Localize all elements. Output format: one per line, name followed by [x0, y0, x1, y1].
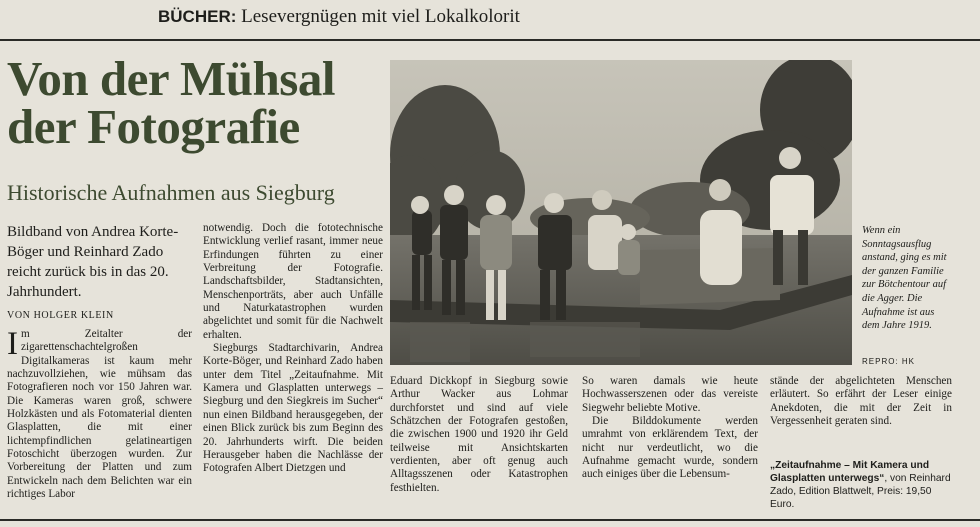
- byline: VON HOLGER KLEIN: [7, 310, 114, 321]
- subheadline: Historische Aufnahmen aus Siegburg: [7, 180, 335, 205]
- paragraph: So waren damals wie heute Hochwasserszenen oder das vereiste Siegwehr beliebte Motive.: [582, 375, 758, 414]
- lead-paragraph: Bildband von Andrea Korte-Böger und Reinhard Zado reicht zurück bis in das 20. Jahrhundert.: [7, 224, 179, 300]
- paragraph: notwendig. Doch die fototechnische Entwicklung verlief rasant, immer neue Erfindungen führten zu einer Verbreitung der Fotografie. Landschaftsbilder, Stadtansichten, Menschenporträts, aber auch Unfälle und Naturkatastrophen wurden abgelichtet und somit für die Nachwelt erhalten.: [203, 222, 383, 341]
- body-column-2: [203, 222, 383, 476]
- paragraph: [7, 328, 192, 501]
- headline-line-2: der Fotografie: [7, 99, 300, 154]
- paragraph: Siegburgs Stadtarchivarin, Andrea Korte-Böger, und Reinhard Zado haben unter dem Titel „Zeitaufnahme. Mit Kamera und Glasplatten unterwegs – Siegburg und den Siegkreis im Sucher“ nun einen Bildband herausgegeben, der einen Blick zurück bis zum Beginn des 20. Jahrhunderts wirft. Die beiden Herausgeber haben die Nachlässe der Fotografen Albert Dietzgen und: [203, 342, 383, 475]
- photo-illustration: [390, 60, 852, 365]
- bottom-rule: [0, 519, 980, 521]
- drop-cap: I: [7, 326, 18, 362]
- paragraph: Die Bilddokumente werden umrahmt von erklärendem Text, der nicht nur verdeutlicht, wo die Aufnahme gemacht wurde, sondern auch einiges über die Lebensum-: [582, 415, 758, 481]
- section-kicker: [158, 6, 758, 28]
- headline-line-1: Von der Mühsal: [7, 51, 335, 106]
- headline: [7, 51, 335, 154]
- photo-credit: REPRO: HK: [862, 357, 916, 366]
- top-rule: [0, 39, 980, 41]
- section-topic: Lesevergnügen mit viel Lokalkolorit: [241, 6, 520, 27]
- paragraph-text: m Zeitalter der zigarettenschachtelgroßen Digitalkameras ist kaum mehr nachzuvollziehen, wie mühsam das Fotografieren noch vor 150 Jahren war. Die Kameras waren groß, schwere Holzkästen und als Fotomaterial dienten Glasplatten, die mit einer lichtempfindlichen gelatineartigen Fotoschicht überzogen wurden. Zur Vorbereitung der Platten und zum Entwickeln nach dem Belichten war ein richtiges Labor: [7, 328, 192, 501]
- photo-caption: Wenn ein Sonntagsausflug anstand, ging es mit der ganzen Familie zur Bötchentour auf die Agger. Die Aufnahme ist aus dem Jahre 1919.: [862, 225, 947, 332]
- book-title: „Zeitaufnahme – Mit Kamera und Glasplatten unterwegs“: [770, 460, 930, 484]
- section-label: BÜCHER:: [158, 7, 237, 26]
- historic-family-boat-photo: [390, 60, 852, 365]
- body-column-3: [390, 375, 568, 495]
- body-column-1: [7, 328, 192, 501]
- paragraph: Eduard Dickkopf in Siegburg sowie Arthur Wacker aus Lohmar durchforstet und sind auf viele Schätzchen der Fotografen gestoßen, die zwischen 1900 und 1920 ihr Geld teilweise mit Ansichtskarten verdienten, aber oft genug auch Alltagsszenen oder Katastrophen festhielten.: [390, 375, 568, 494]
- paragraph: stände der abgelichteten Menschen erläutert. So erfährt der Leser einige Anekdoten, die mit der Zeit in Vergessenheit geraten sind.: [770, 375, 952, 428]
- book-info-box: [770, 459, 952, 511]
- body-column-4: [582, 375, 758, 482]
- book-details: , von Reinhard Zado, Edition Blattwelt, Preis: 19,50 Euro.: [770, 473, 951, 510]
- body-column-5: [770, 375, 952, 428]
